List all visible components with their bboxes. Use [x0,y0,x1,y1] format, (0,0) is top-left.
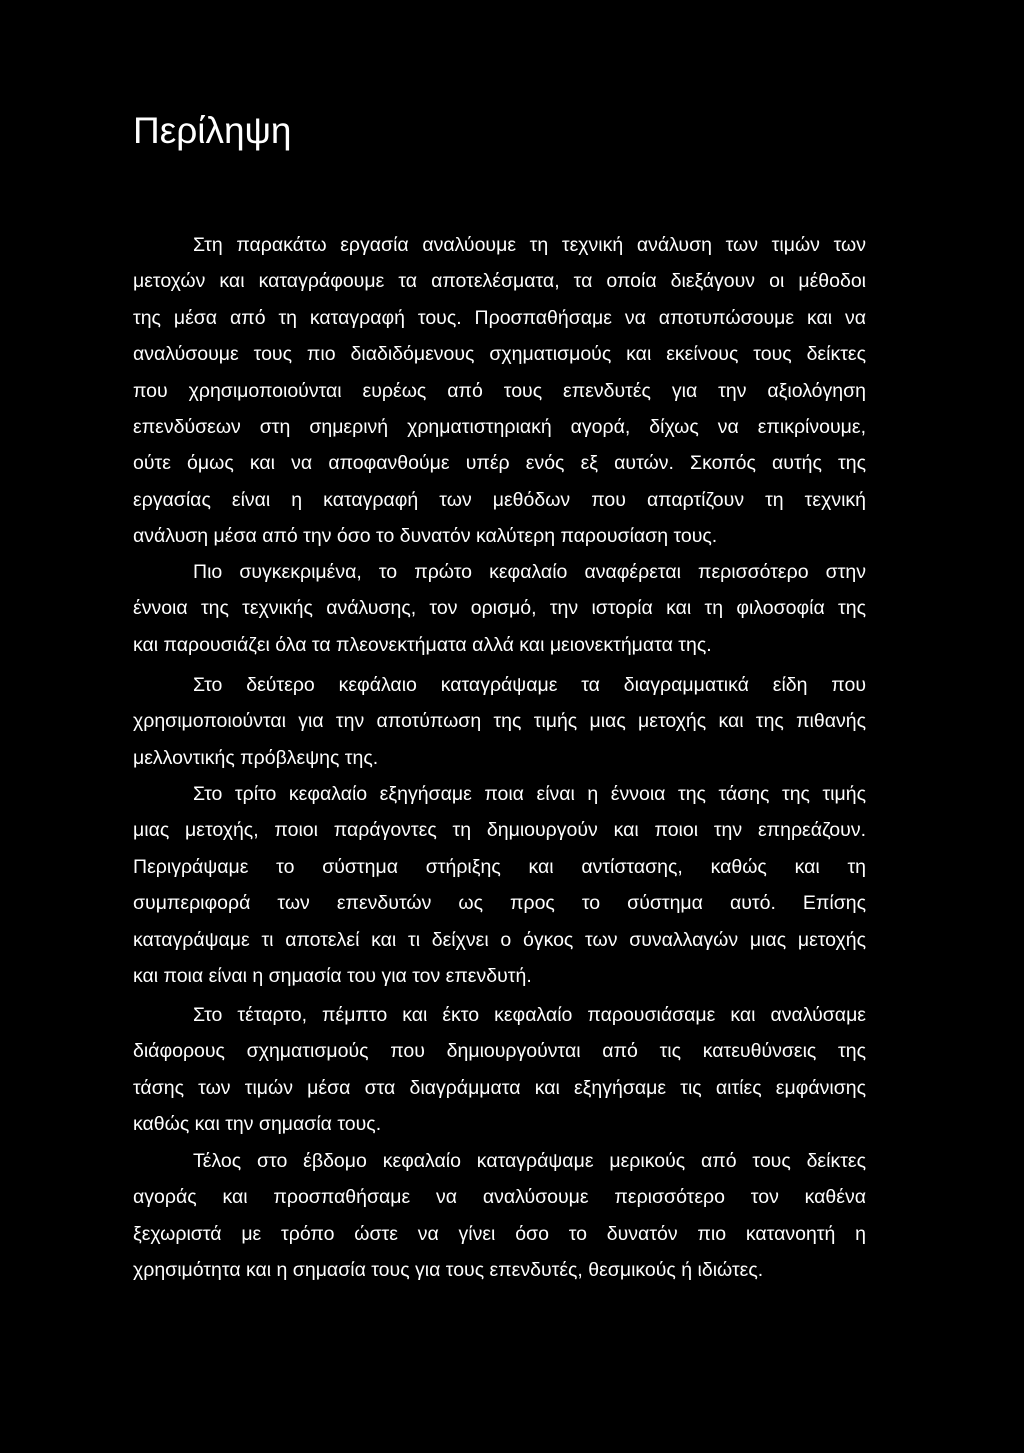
text-line: τάσης των τιμών μέσα στα διαγράμματα και εξηγήσαμε τις αιτίες εμφάνισης [133,1076,866,1099]
text-line: έννοια της τεχνικής ανάλυσης, τον ορισμό, την ιστορία και τη φιλοσοφία της [133,597,866,620]
text-line: Στο τέταρτο, πέμπτο και έκτο κεφαλαίο παρουσιάσαμε και αναλύσαμε [193,1004,866,1026]
text-line: διάφορους σχηματισμούς που δημιουργούνται από τις κατευθύνσεις της [133,1040,866,1063]
text-line: Τέλος στο έβδομο κεφαλαίο καταγράψαμε μερικούς από τους δείκτες [193,1150,866,1172]
text-line: Στο δεύτερο κεφάλαιο καταγράψαμε τα διαγραμματικά είδη που [193,674,866,696]
text-line: επενδύσεων στη σημερινή χρηματιστηριακή αγορά, δίχως να επικρίνουμε, [133,415,866,438]
text-line: καταγράψαμε τι αποτελεί και τι δείχνει ο όγκος των συναλλαγών μιας μετοχής [133,928,866,951]
text-line: ούτε όμως και να αποφανθούμε υπέρ ενός εξ αυτών. Σκοπός αυτής της [133,452,866,475]
text-line: ανάλυση μέσα από την όσο το δυνατόν καλύτερη παρουσίαση τους. [133,525,718,548]
text-line: αγοράς και προσπαθήσαμε να αναλύσουμε περισσότερο τον καθένα [133,1186,866,1209]
paragraph-2 [133,554,866,663]
text-line: χρησιμοποιούνται για την αποτύπωση της τιμής μιας μετοχής και της πιθανής [133,710,866,733]
text-line: και ποια είναι η σημασία του για τον επενδυτή. [133,964,532,987]
text-line: καθώς και την σημασία τους. [133,1113,382,1136]
text-line: Πιο συγκεκριμένα, το πρώτο κεφαλαίο αναφέρεται περισσότερο στην [193,561,866,583]
text-line: συμπεριφορά των επενδυτών ως προς το σύστημα αυτό. Επίσης [133,892,866,915]
text-line: που χρησιμοποιούνται ευρέως από τους επενδυτές για την αξιολόγηση [133,379,866,402]
text-line: Περιγράψαμε το σύστημα στήριξης και αντίστασης, καθώς και τη [133,855,866,878]
text-line: και παρουσιάζει όλα τα πλεονεκτήματα αλλά και μειονεκτήματα της. [133,633,712,656]
text-line: εργασίας είναι η καταγραφή των μεθόδων που απαρτίζουν τη τεχνική [133,488,866,511]
text-line: μελλοντικής πρόβλεψης της. [133,746,379,769]
paragraph-4 [133,776,866,994]
text-line: ξεχωριστά με τρόπο ώστε να γίνει όσο το δυνατόν πιο κατανοητή η [133,1222,866,1245]
text-line: αναλύσουμε τους πιο διαδιδόμενους σχηματισμούς και εκείνους τους δείκτες [133,343,866,366]
paragraph-3 [133,667,866,776]
text-line: της μέσα από τη καταγραφή τους. Προσπαθήσαμε να αποτυπώσουμε και να [133,306,866,329]
paragraph-6 [133,1143,866,1289]
page-title: Περίληψη [133,110,292,151]
text-line: μετοχών και καταγράφουμε τα αποτελέσματα, τα οποία διεξάγουν οι μέθοδοι [133,270,866,293]
text-line: χρησιμότητα και η σημασία τους για τους επενδυτές, θεσμικούς ή ιδιώτες. [133,1259,764,1282]
text-line: Στο τρίτο κεφαλαίο εξηγήσαμε ποια είναι η έννοια της τάσης της τιμής [193,783,866,805]
text-line: μιας μετοχής, ποιοι παράγοντες τη δημιουργούν και ποιοι την επηρεάζουν. [133,819,866,842]
paragraph-5 [133,997,866,1143]
paragraph-1 [133,227,866,555]
text-line: Στη παρακάτω εργασία αναλύουμε τη τεχνική ανάλυση των τιμών των [193,234,866,256]
